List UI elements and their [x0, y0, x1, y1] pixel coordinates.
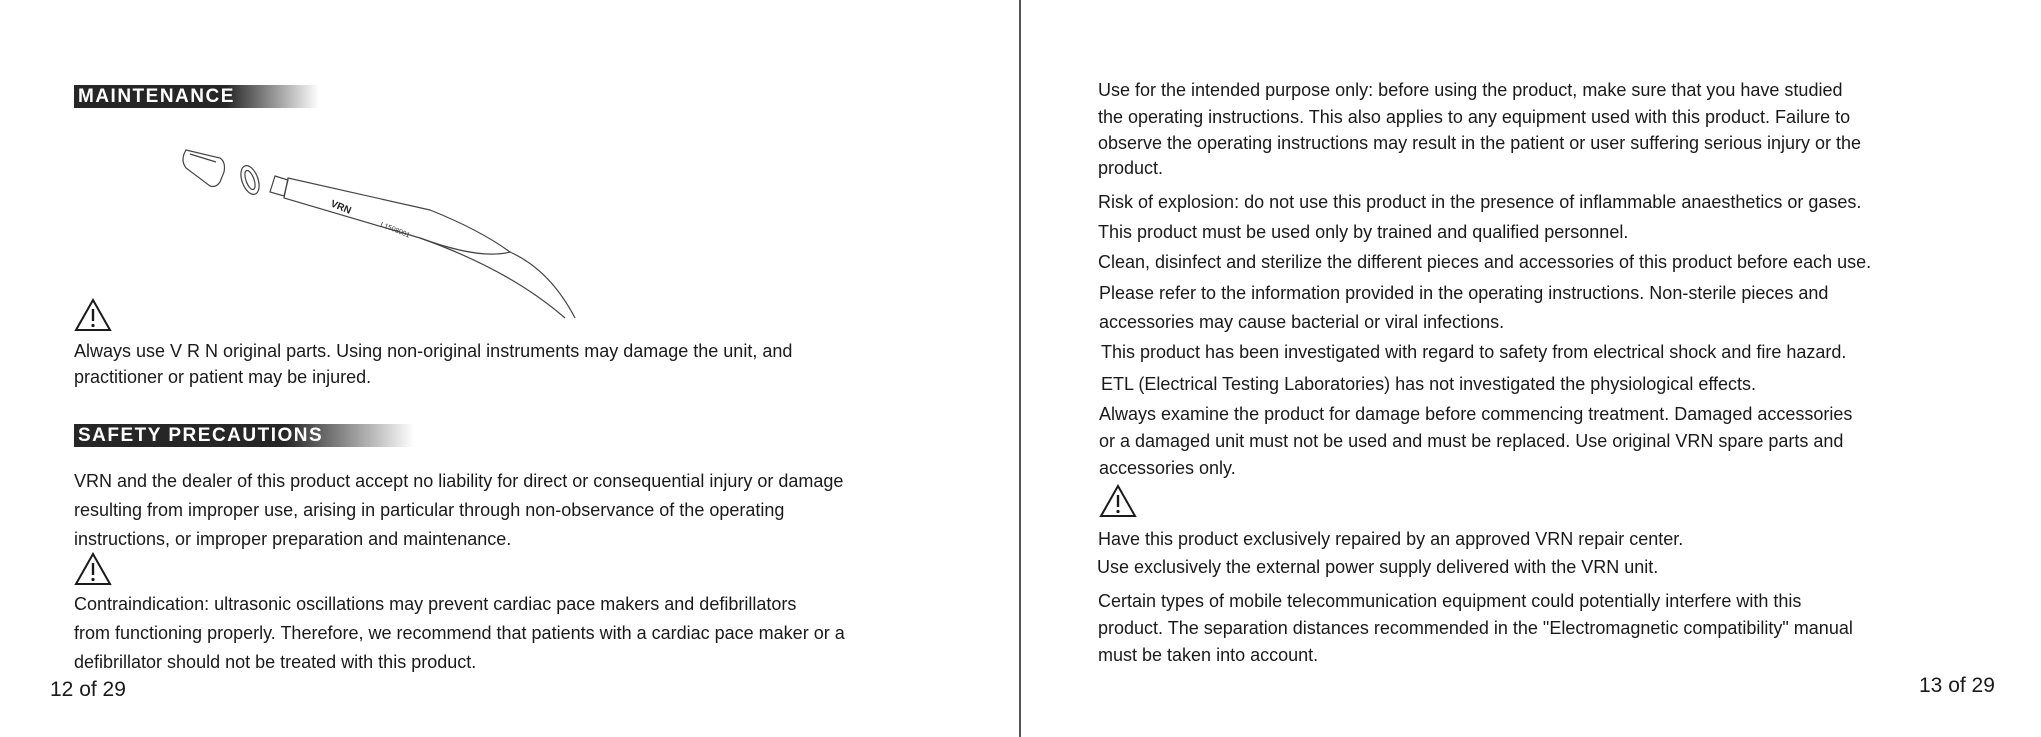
- contraindication-line-1: Contraindication: ultrasonic oscillations may prevent cardiac pace makers and defibrillators: [74, 594, 797, 614]
- intended-use-line-4: product.: [1098, 158, 1164, 178]
- instructions-line-1: Please refer to the information provided in the operating instructions. Non-sterile pieces and: [1099, 283, 1829, 303]
- handpiece-o-ring: [237, 163, 262, 197]
- warning-icon: [74, 298, 112, 332]
- right-page: [1021, 0, 2041, 737]
- personnel-warning: This product must be used only by trained and qualified personnel.: [1098, 222, 1629, 242]
- contraindication-line-3: defibrillator should not be treated with this product.: [74, 652, 477, 672]
- repair-notice: Have this product exclusively repaired by an approved VRN repair center.: [1098, 529, 1684, 549]
- instructions-line-2: accessories may cause bacterial or viral infections.: [1099, 312, 1505, 332]
- handpiece-illustration: [180, 140, 590, 320]
- warning-icon: [1099, 484, 1137, 518]
- safety-precautions-heading: SAFETY PRECAUTIONS: [74, 424, 414, 447]
- contraindication-line-2: from functioning properly. Therefore, we recommend that patients with a cardiac pace maker or a: [74, 623, 845, 643]
- etl-statement: ETL (Electrical Testing Laboratories) has not investigated the physiological effects.: [1101, 374, 1757, 394]
- intended-use-line-1: Use for the intended purpose only: before using the product, make sure that you have studied: [1098, 80, 1843, 100]
- cleaning-instruction: Clean, disinfect and sterilize the different pieces and accessories of this product before each use.: [1098, 252, 1872, 272]
- handpiece-tip-groove: [190, 154, 216, 162]
- handpiece-cable-bottom: [420, 238, 565, 318]
- examine-line-2: or a damaged unit must not be used and must be replaced. Use original VRN spare parts and: [1099, 431, 1844, 451]
- maintenance-line-2: practitioner or patient may be injured.: [74, 367, 372, 387]
- handpiece-body: [284, 178, 510, 254]
- explosion-warning: Risk of explosion: do not use this product in the presence of inflammable anaesthetics or gases.: [1098, 192, 1862, 212]
- maintenance-line-1: Always use V R N original parts. Using non-original instruments may damage the unit, and: [74, 341, 793, 361]
- liability-line-2: resulting from improper use, arising in particular through non-observance of the operating: [74, 500, 785, 520]
- intended-use-line-3: observe the operating instructions may result in the patient or user suffering serious injury or the: [1098, 133, 1862, 153]
- handpiece-tip-cap: [183, 150, 225, 187]
- liability-line-3: instructions, or improper preparation and maintenance.: [74, 529, 512, 549]
- interference-line-3: must be taken into account.: [1098, 645, 1319, 665]
- power-supply-notice: Use exclusively the external power supply delivered with the VRN unit.: [1097, 557, 1659, 577]
- page-number-left: 12 of 29: [50, 678, 126, 701]
- left-page: [0, 0, 1019, 737]
- maintenance-heading: MAINTENANCE: [74, 85, 319, 108]
- safety-investigation: This product has been investigated with regard to safety from electrical shock and fire hazard.: [1101, 342, 1847, 362]
- warning-icon: [74, 552, 112, 586]
- interference-line-1: Certain types of mobile telecommunication equipment could potentially interfere with this: [1098, 591, 1802, 611]
- intended-use-line-2: the operating instructions. This also applies to any equipment used with this product. Failure to: [1098, 107, 1851, 127]
- examine-line-1: Always examine the product for damage before commencing treatment. Damaged accessories: [1099, 404, 1853, 424]
- examine-line-3: accessories only.: [1099, 458, 1236, 478]
- liability-line-1: VRN and the dealer of this product accept no liability for direct or consequential injury or damage: [74, 471, 844, 491]
- page-number-right: 13 of 29: [1919, 674, 1995, 697]
- handpiece-brand-mark: VRN: [328, 198, 353, 217]
- interference-line-2: product. The separation distances recommended in the "Electromagnetic compatibility" manual: [1098, 618, 1853, 638]
- handpiece-serial: L1508001: [379, 221, 411, 240]
